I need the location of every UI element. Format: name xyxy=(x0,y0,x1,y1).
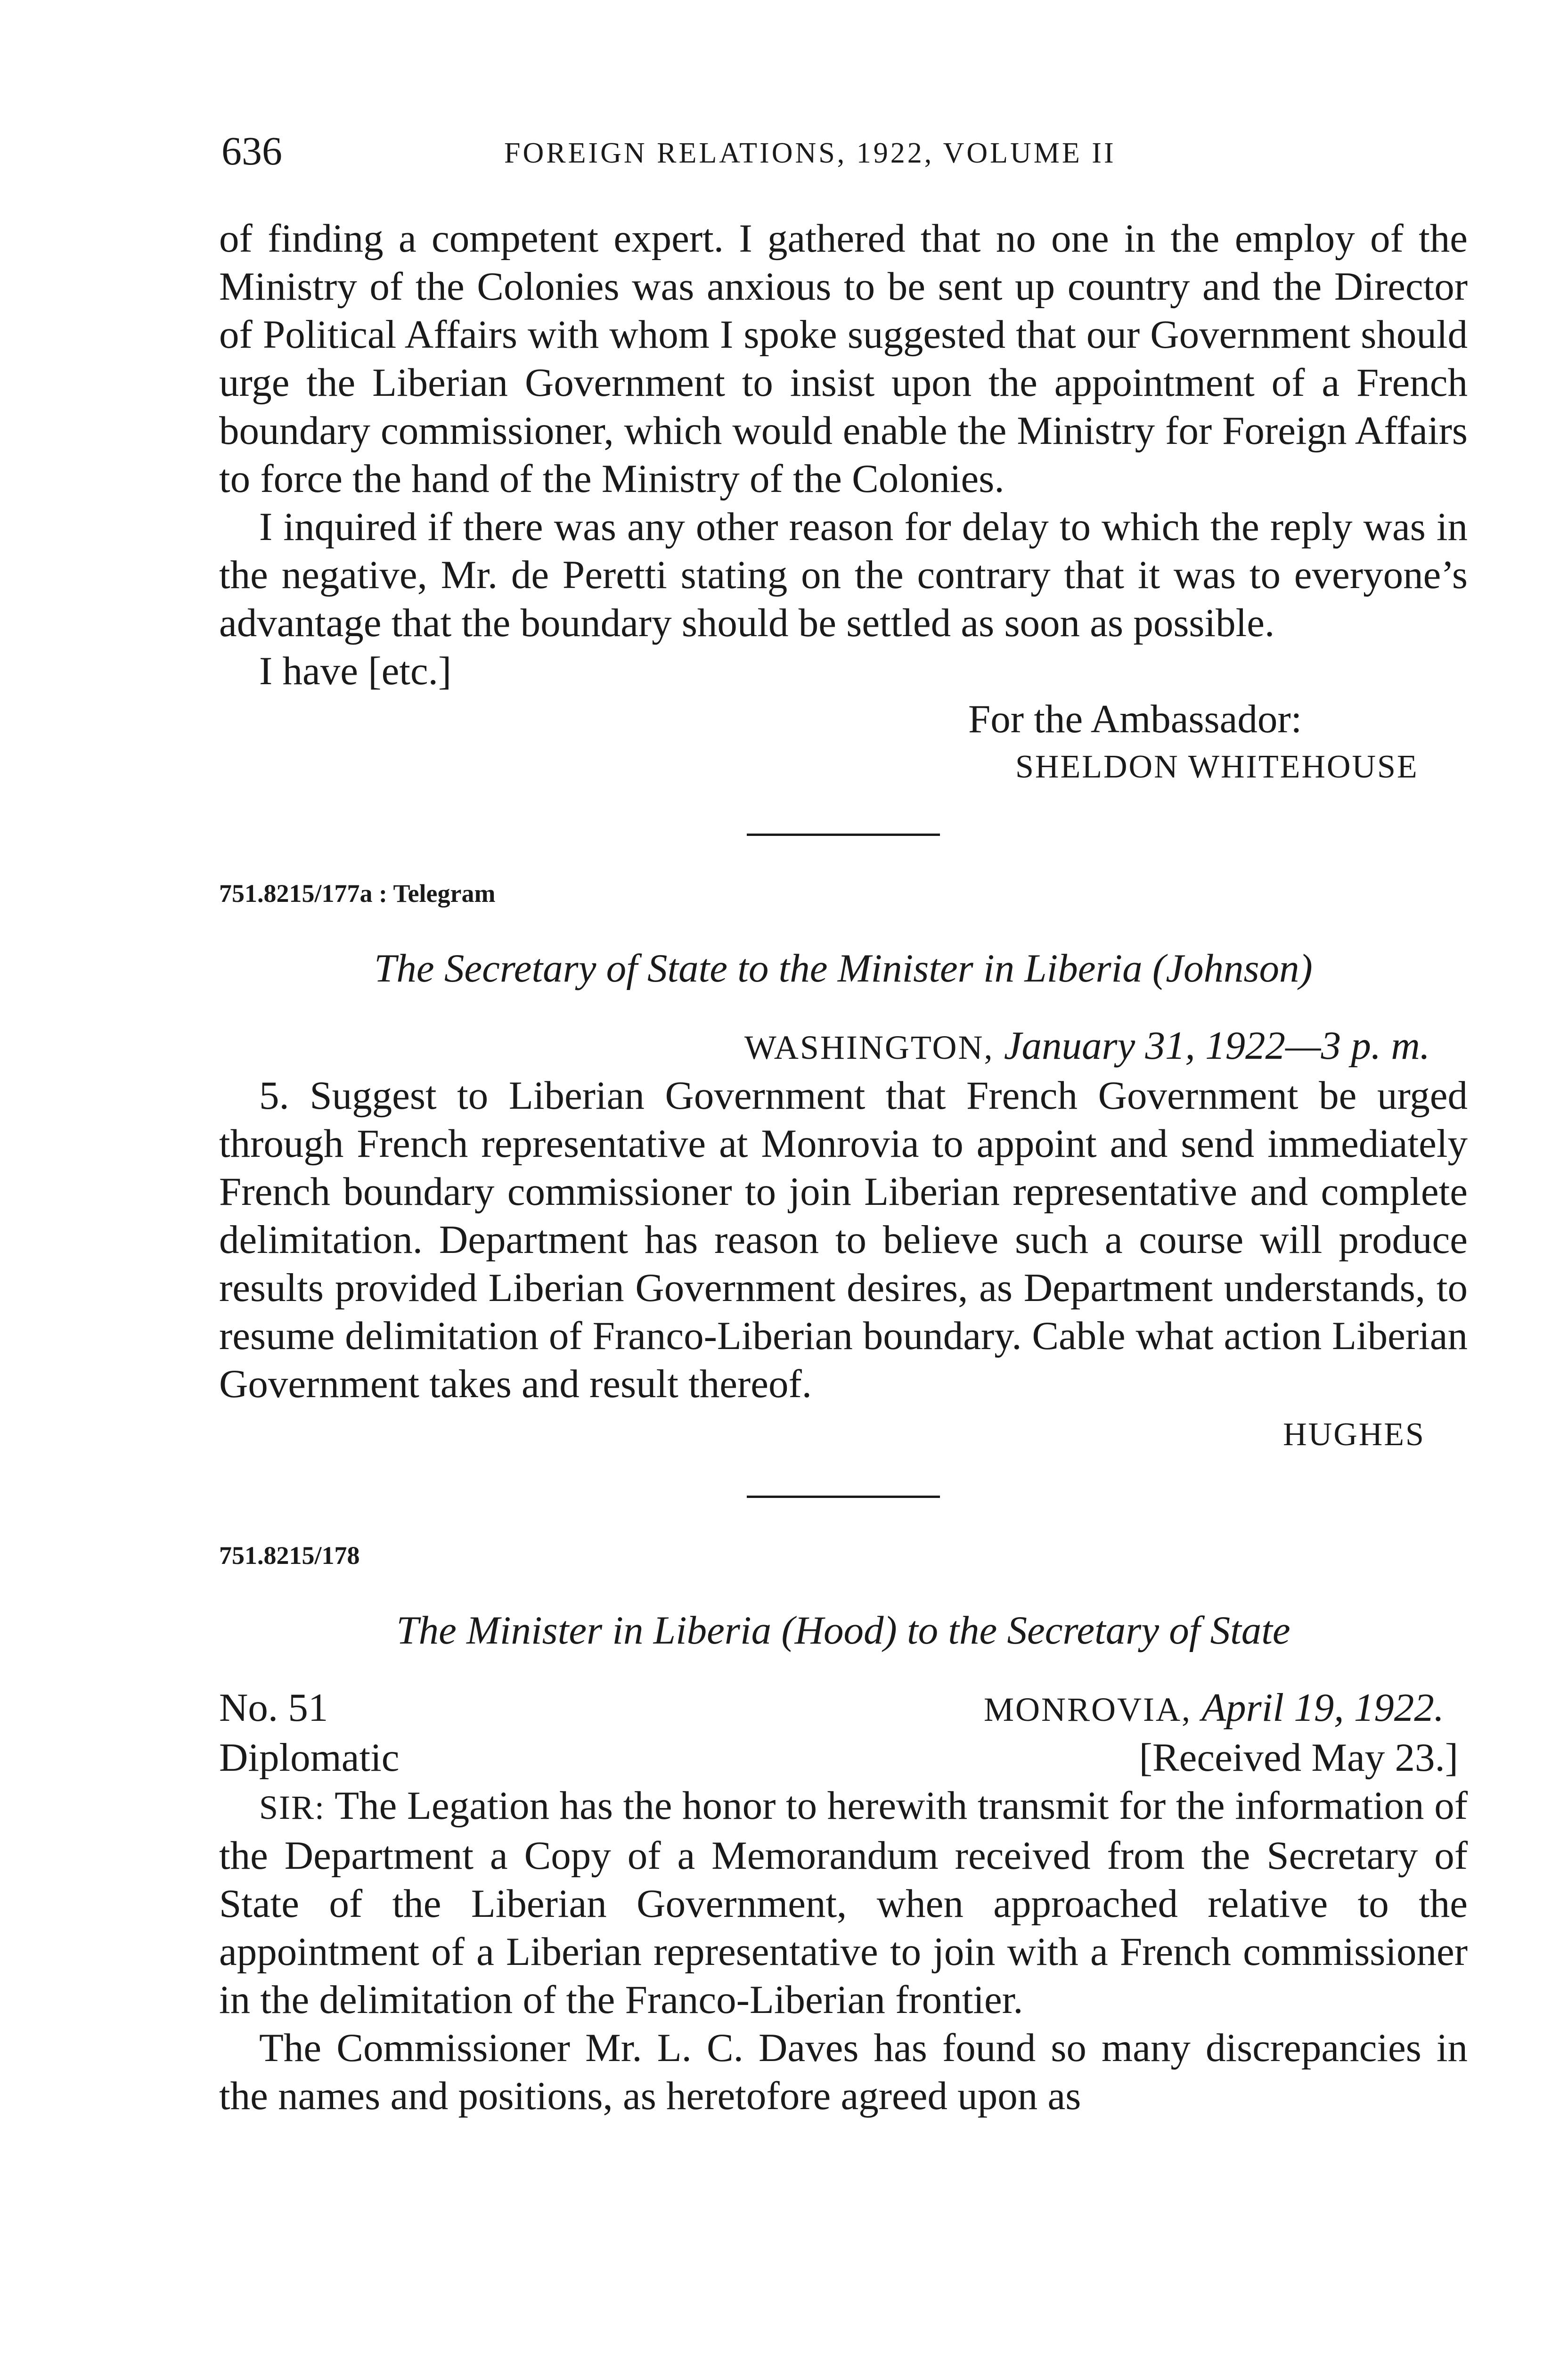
dateline-place: WASHINGTON, xyxy=(744,1029,994,1066)
page-header xyxy=(221,125,1465,177)
dispatch-date: April 19, 1922. xyxy=(1201,1685,1444,1730)
dispatch-paragraph: The Commissioner Mr. L. C. Daves has found so many discrepancies in the names and positions, as heretofore agreed upon as xyxy=(219,2026,1468,2118)
file-number: 751.8215/177a : Telegram xyxy=(219,879,496,908)
dispatch-paragraph-text: The Legation has the honor to herewith transmit for the information of the Department a Copy of a Memorandum received from the Secretary of State of the Liberian Government, when approached relative to the appointment of a Liberian representative to join with a French commissioner in the delimitation of the Franco-Liberian frontier. xyxy=(219,1783,1468,2022)
file-number: 751.8215/178 xyxy=(219,1541,360,1570)
section-divider xyxy=(747,1496,940,1498)
dispatch-meta-row xyxy=(219,1684,1468,1734)
telegram-body: 5. Suggest to Liberian Government that French Government be urged through French representative at Monrovia to appoint and send immediately French boundary commissioner to join Liberian representative and complete delimitation. Department has reason to believe such a course will produce results provided Liberian Government desires, as Department understands, to resume delimitation of Franco-Liberian boundary. Cable what action Liberian Government takes and result thereof. xyxy=(219,1073,1468,1406)
dispatch-dateline xyxy=(984,1684,1468,1734)
signer-hughes: HUGHES xyxy=(1283,1416,1425,1453)
salutation: SIR: xyxy=(259,1789,326,1826)
page-number: 636 xyxy=(221,128,282,173)
for-ambassador-line: For the Ambassador: xyxy=(968,697,1302,741)
dispatch-paragraph xyxy=(219,1782,1468,2024)
section-divider xyxy=(747,834,940,836)
dateline xyxy=(219,1022,1468,1072)
paragraph-closing: I have [etc.] xyxy=(259,649,452,693)
dispatch-category: Diplomatic xyxy=(219,1735,400,1780)
dateline-date: January 31, 1922—3 p. m. xyxy=(1004,1023,1430,1068)
dispatch-place: MONROVIA, xyxy=(984,1691,1192,1728)
document-title: The Secretary of State to the Minister in Liberia (Johnson) xyxy=(374,946,1313,990)
received-date: [Received May 23.] xyxy=(1139,1735,1458,1780)
paragraph-continuation: of finding a competent expert. I gathered that no one in the employ of the Ministry of the Colonies was anxious to be sent up country and the Director of Political Affairs with whom I spoke suggested that our Government should urge the Liberian Government to insist upon the appointment of a French boundary commissioner, which would enable the Ministry for Foreign Affairs to force the hand of the Ministry of the Colonies. xyxy=(219,216,1468,501)
dispatch-number: No. 51 xyxy=(219,1685,328,1730)
paragraph-inquiry: I inquired if there was any other reason for delay to which the reply was in the negative, Mr. de Peretti stating on the contrary that it was to everyone’s advantage that the boundary should be settled as soon as possible. xyxy=(219,505,1468,645)
dispatch-meta-row xyxy=(219,1734,1468,1782)
document-title: The Minister in Liberia (Hood) to the Secretary of State xyxy=(396,1608,1290,1652)
signer-whitehouse: SHELDON WHITEHOUSE xyxy=(1015,749,1419,785)
page-body xyxy=(219,214,1468,2120)
running-head: FOREIGN RELATIONS, 1922, VOLUME II xyxy=(504,137,1116,169)
